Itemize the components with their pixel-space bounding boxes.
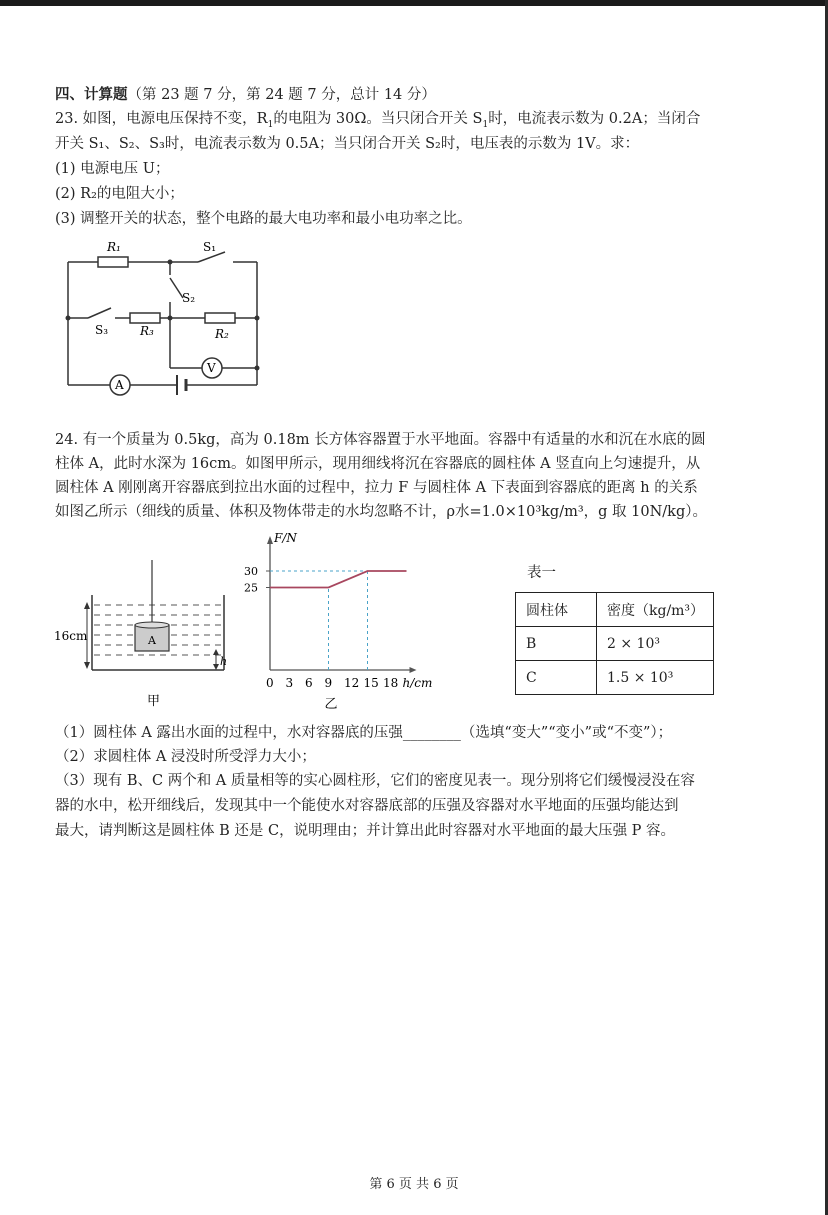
h-label: h — [220, 655, 228, 668]
label-s2: S₂ — [182, 291, 196, 305]
y-axis-arrow — [267, 536, 273, 544]
x-tick-label: 6 — [305, 676, 313, 690]
q24-q1: （1）圆柱体 A 露出水面的过程中，水对容器底的压强________（选填“变大”“变小”或“不变”）； — [55, 725, 673, 741]
chart-title: 乙 — [324, 697, 338, 712]
q23-line1-a: 23. 如图，电源电压保持不变，R — [55, 111, 268, 127]
q24-q3b: 器的水中，松开细线后，发现其中一个能使水对容器底部的压强及容器对水平地面的压强均能达到 — [55, 798, 679, 814]
q23-r1-sub: 1 — [267, 119, 274, 130]
q24-q2: （2）求圆柱体 A 浸没时所受浮力大小； — [55, 749, 316, 765]
section-heading — [55, 84, 436, 106]
table-cell: 2 × 10³ — [597, 627, 714, 661]
table-header-cell: 密度（kg/m³） — [597, 593, 714, 627]
table1-caption: 表一 — [527, 565, 556, 581]
section-title: 四、计算题 — [55, 86, 128, 103]
x-tick-label: 12 — [344, 676, 360, 690]
x-axis-label: h/cm — [402, 676, 433, 690]
q23-line1-b: 的电阻为 30Ω。当只闭合开关 S — [273, 111, 483, 127]
table-cell: 1.5 × 10³ — [597, 661, 714, 695]
y-tick-label: 25 — [244, 581, 258, 595]
r3-resistor — [130, 313, 160, 323]
chart-yi — [240, 530, 433, 720]
cylinder-label: A — [148, 634, 156, 647]
page-footer: 第 6 页 共 6 页 — [369, 1177, 459, 1192]
q24-p2: 柱体 A，此时水深为 16cm。如图甲所示，现用细线将沉在容器底的圆柱体 A 竖直向上匀速提升，从 — [55, 456, 701, 472]
x-tick-label: 3 — [285, 676, 294, 690]
x-tick-label: 0 — [266, 676, 274, 690]
circuit-diagram — [55, 230, 280, 400]
label-r2: R₂ — [215, 327, 229, 341]
table1 — [515, 592, 714, 695]
label-r1: R₁ — [107, 240, 121, 254]
x-tick-label: 15 — [363, 676, 379, 690]
q24-p4: 如图乙所示（细线的质量、体积及物体带走的水均忽略不计，ρ水=1.0×10³kg/m³，g 取 10N/kg）。 — [55, 504, 708, 520]
x-axis-arrow — [410, 667, 417, 673]
y-axis-label: F/N — [274, 531, 297, 545]
q23-line1-c: 时，电流表示数为 0.2A；当闭合 — [488, 111, 701, 127]
label-s3: S₃ — [95, 323, 109, 337]
table-header-row — [516, 593, 714, 627]
table-cell: C — [516, 661, 597, 695]
label-ammeter: A — [115, 378, 124, 392]
fig-jia-caption: 甲 — [147, 694, 161, 709]
table-row — [516, 661, 714, 695]
q23-sub2: (2) R₂的电阻大小； — [55, 186, 184, 202]
y-tick-label: 30 — [244, 565, 258, 578]
top-border — [0, 0, 828, 6]
series-line — [270, 571, 407, 588]
table-cell: B — [516, 627, 597, 661]
x-tick-label: 18 — [383, 676, 399, 690]
r1-resistor — [98, 257, 128, 267]
q24-p1: 24. 有一个质量为 0.5kg，高为 0.18m 长方体容器置于水平地面。容器中有适量的水和沉在水底的圆 — [55, 432, 706, 448]
section-note: （第 23 题 7 分，第 24 题 7 分，总计 14 分） — [127, 87, 436, 103]
figure-jia — [52, 555, 237, 715]
label-r3: R₃ — [140, 324, 154, 338]
s3-switch — [88, 308, 111, 318]
table-row — [516, 627, 714, 661]
depth-label: 16cm — [54, 629, 88, 643]
label-s1: S₁ — [203, 240, 217, 254]
q24-q3c: 最大，请判断这是圆柱体 B 还是 C，说明理由；并计算出此时容器对水平地面的最大压强 P 容。 — [55, 823, 676, 839]
q24-p3: 圆柱体 A 刚刚离开容器底到拉出水面的过程中，拉力 F 与圆柱体 A 下表面到容器底的距离 h 的关系 — [55, 480, 698, 496]
r2-resistor — [205, 313, 235, 323]
label-voltmeter: V — [207, 361, 216, 375]
q23-sub3: (3) 调整开关的状态，整个电路的最大电功率和最小电功率之比。 — [55, 211, 472, 227]
x-tick-label: 9 — [324, 676, 333, 690]
q23-s1-sub: 1 — [482, 119, 489, 130]
q23-line2: 开关 S₁、S₂、S₃时，电流表示数为 0.5A；当只闭合开关 S₂时，电压表的示数为 1V。求： — [55, 136, 640, 152]
q23-line1 — [55, 108, 700, 136]
q24-q3a: （3）现有 B、C 两个和 A 质量相等的实心圆柱形，它们的密度见表一。现分别将它们缓慢浸没在容 — [55, 773, 695, 789]
table-header-cell: 圆柱体 — [516, 593, 597, 627]
q23-sub1: (1) 电源电压 U； — [55, 161, 170, 177]
